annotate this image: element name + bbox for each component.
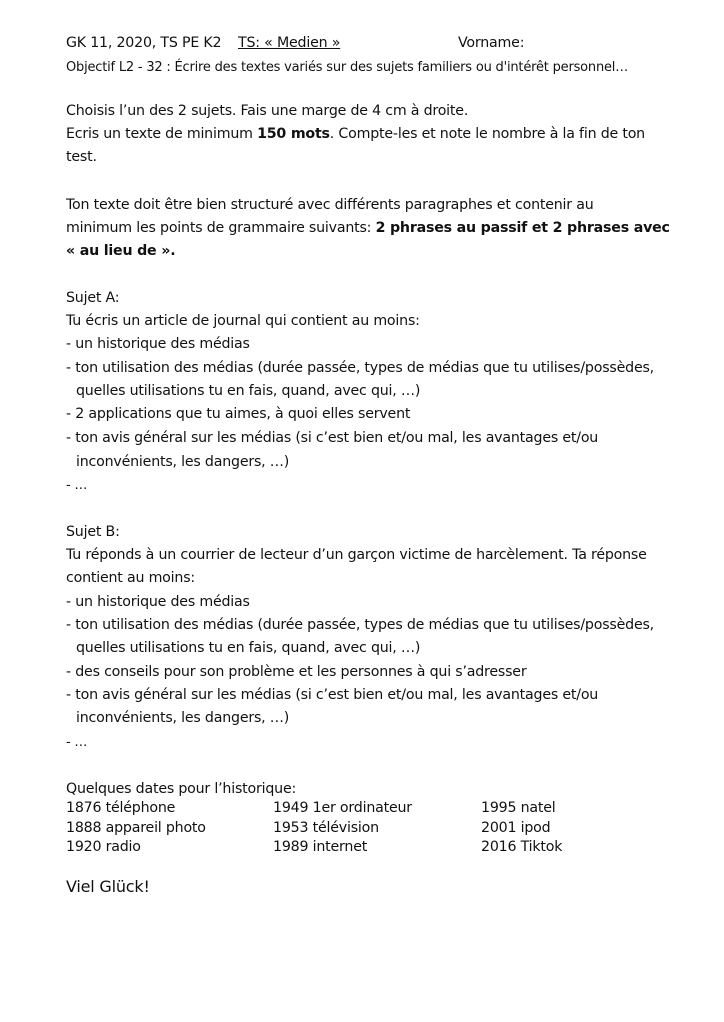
grammar-line-3: « au lieu de ». [66, 243, 176, 259]
date-entry: 1989 internet [273, 839, 368, 855]
instruction-word-count [66, 123, 645, 146]
sujet-a-item: - 2 applications que tu aimes, à quoi elles servent [66, 406, 411, 422]
header-topic: TS: « Medien » [238, 35, 341, 51]
sujet-a-item: - un historique des médias [66, 336, 250, 352]
sujet-b-item-ellipsis: - … [66, 735, 88, 750]
grammar-line-2-bold: 2 phrases au passif et 2 phrases avec [375, 220, 670, 236]
date-entry: 2016 Tiktok [481, 839, 563, 855]
sujet-a-item: - ton utilisation des médias (durée passée, types de médias que tu utilises/possèdes, [66, 360, 654, 376]
instruction-word-count-bold: 150 mots [257, 126, 330, 142]
date-entry: 2001 ipod [481, 820, 551, 836]
sujet-b-item: - ton utilisation des médias (durée passée, types de médias que tu utilises/possèdes, [66, 617, 654, 633]
sujet-b-item: - un historique des médias [66, 594, 250, 610]
date-entry: 1888 appareil photo [66, 820, 206, 836]
closing-text: Viel Glück! [66, 877, 150, 896]
sujet-b-intro: Tu réponds à un courrier de lecteur d’un garçon victime de harcèlement. Ta réponse [66, 547, 647, 563]
grammar-line-2 [66, 217, 670, 240]
sujet-b-item: - ton avis général sur les médias (si c’est bien et/ou mal, les avantages et/ou [66, 687, 599, 703]
sujet-b-item: - des conseils pour son problème et les personnes à qui s’adresser [66, 664, 527, 680]
header-objective: Objectif L2 - 32 : Écrire des textes variés sur des sujets familiers ou d'intérêt personnel… [66, 60, 629, 75]
date-entry: 1953 télévision [273, 820, 379, 836]
dates-title: Quelques dates pour l’historique: [66, 781, 297, 797]
sujet-a-item-continued: quelles utilisations tu en fais, quand, avec qui, …) [76, 383, 421, 399]
sujet-a-item-continued: inconvénients, les dangers, …) [76, 454, 290, 470]
header-course: GK 11, 2020, TS PE K2 [66, 35, 222, 51]
sujet-a-item-ellipsis: - … [66, 478, 88, 493]
sujet-a-item: - ton avis général sur les médias (si c’est bien et/ou mal, les avantages et/ou [66, 430, 599, 446]
grammar-line-1: Ton texte doit être bien structuré avec différents paragraphes et contenir au [66, 197, 594, 213]
instruction-test: test. [66, 149, 97, 165]
instruction-word-count-a: Ecris un texte de minimum [66, 126, 258, 142]
sujet-b-intro-continued: contient au moins: [66, 570, 195, 586]
instruction-choose: Choisis l’un des 2 sujets. Fais une marge de 4 cm à droite. [66, 103, 469, 119]
date-entry: 1949 1er ordinateur [273, 800, 412, 816]
date-entry: 1995 natel [481, 800, 556, 816]
sujet-a-intro: Tu écris un article de journal qui contient au moins: [66, 313, 420, 329]
grammar-line-2-a: minimum les points de grammaire suivants: [66, 220, 376, 236]
sujet-b-item-continued: inconvénients, les dangers, …) [76, 710, 290, 726]
instruction-word-count-b: . Compte-les et note le nombre à la fin de ton [329, 126, 645, 142]
sujet-b-item-continued: quelles utilisations tu en fais, quand, avec qui, …) [76, 640, 421, 656]
sujet-a-title: Sujet A: [66, 290, 120, 306]
date-entry: 1876 téléphone [66, 800, 176, 816]
sujet-b-title: Sujet B: [66, 524, 120, 540]
header-vorname-label: Vorname: [458, 35, 525, 51]
date-entry: 1920 radio [66, 839, 141, 855]
